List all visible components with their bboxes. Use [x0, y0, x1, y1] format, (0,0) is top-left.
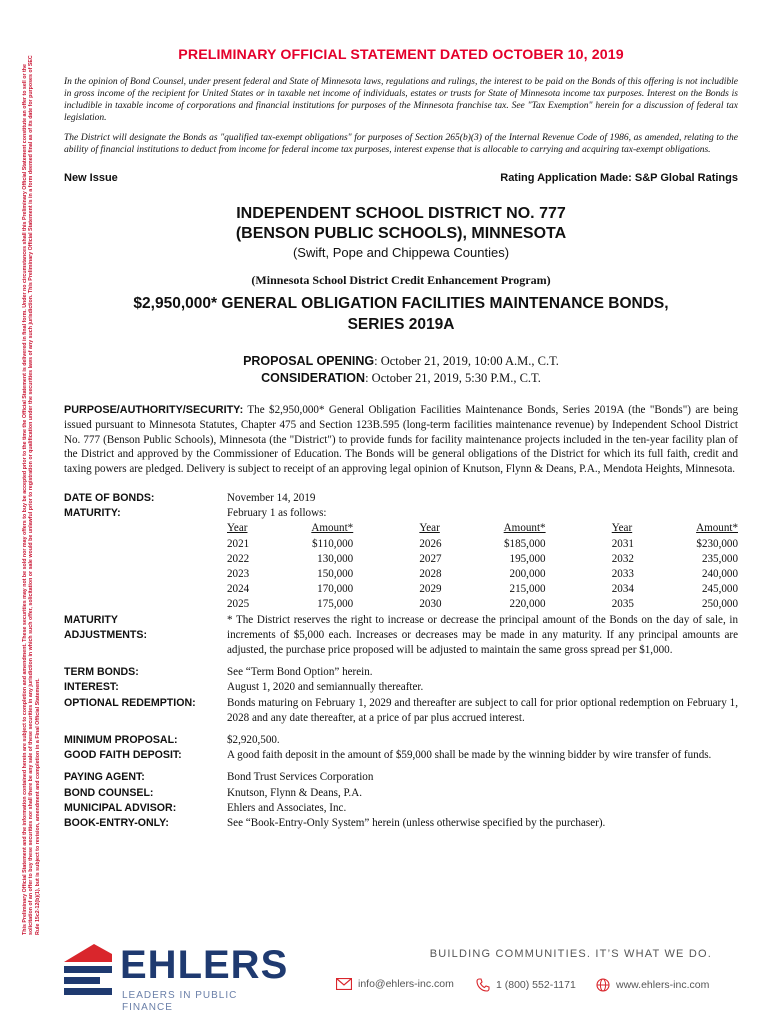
designation-paragraph: The District will designate the Bonds as "qualified tax-exempt obligations" for purposes of Section 265(b)(3) of the Internal Revenue Code of 1986, as amended, relating to the ability of financial institutions to deduct from income for federal income tax purposes, interest expense that is allocable to carrying and acquiring tax-exempt obligations. [64, 133, 738, 155]
maturity-amount: 220,000 [509, 598, 546, 611]
page-title: PRELIMINARY OFFICIAL STATEMENT DATED OCTOBER 10, 2019 [178, 47, 624, 63]
maturity-row [227, 597, 738, 612]
terms-list [64, 491, 738, 831]
term-optional-redemption [64, 696, 738, 726]
document-body [64, 44, 738, 831]
bond-title-line-2: SERIES 2019A [347, 316, 455, 333]
phone-number[interactable]: 1 (800) 552-1171 [496, 979, 576, 991]
email-link[interactable]: info@ehlers-inc.com [358, 978, 454, 990]
term-municipal-advisor [64, 801, 738, 816]
consideration [64, 370, 738, 387]
footer [0, 930, 770, 1024]
phone-icon [476, 978, 490, 992]
bond-title-line-1: $2,950,000* GENERAL OBLIGATION FACILITIES MAINTENANCE BONDS, [133, 295, 669, 312]
term-value: Ehlers and Associates, Inc. [227, 801, 347, 814]
term-good-faith-deposit [64, 748, 738, 763]
term-minimum-proposal [64, 733, 738, 748]
logo-tagline: LEADERS IN PUBLIC FINANCE [122, 990, 238, 1013]
term-maturity-adjustments [64, 613, 738, 659]
term-label: GOOD FAITH DEPOSIT: [64, 749, 182, 762]
issuer-counties: (Swift, Pope and Chippewa Counties) [292, 245, 510, 260]
purpose-paragraph [64, 403, 738, 477]
term-value: $2,920,500. [227, 734, 280, 747]
maturity-year: 2031 [611, 537, 634, 550]
purpose-text: The $2,950,000* General Obligation Facilities Maintenance Bonds, Series 2019A (the "Bonds") are being issued pursuant to Minnesota Statutes, Chapter 475 and Section 123B.595 (long-term facilities maintenance revenue) by Independent School District No. 777 (Benson Public Schools), Minnesota (the "District") to provide funds for facility maintenance projects included in the ten-year facility plan of the District and approved by the Commissioner of Education. The Bonds will be general obligations of the District for which its full faith, credit and taxing powers are pledged. Delivery is subject to receipt of an approving legal opinion of Knutson, Flynn & Deans, P.A., Mendota Heights, Minnesota. [64, 404, 738, 476]
maturity-year: 2032 [611, 552, 634, 565]
maturity-amount: 130,000 [317, 552, 354, 565]
maturity-row [227, 567, 738, 582]
term-book-entry-only [64, 816, 738, 831]
maturity-amount: 250,000 [701, 598, 738, 611]
term-paying-agent [64, 770, 738, 785]
term-label-line: MATURITY [64, 613, 118, 626]
envelope-icon [336, 978, 352, 990]
tax-opinion-paragraph: In the opinion of Bond Counsel, under present federal and State of Minnesota laws, regulations and rulings, the interest to be paid on the Bonds of this offering is not includible in gross income of the recipient for United States or in taxable net income of individuals, estates or trusts for State of Minnesota income tax purposes. Interest on the Bonds is includible in taxable income of corporations and financial institutions for purposes of the Minnesota franchise tax. See "Tax Exemption" herein for a discussion of federal tax legislation. [64, 77, 738, 123]
maturity-amount: 245,000 [701, 583, 738, 596]
maturity-row [227, 552, 738, 567]
maturity-year: 2033 [611, 568, 634, 580]
term-label: BOOK-ENTRY-ONLY: [64, 817, 169, 830]
maturity-amount: 175,000 [317, 598, 354, 611]
maturity-row [227, 582, 738, 597]
consideration-label: CONSIDERATION [261, 371, 366, 385]
term-value: Knutson, Flynn & Deans, P.A. [227, 786, 362, 799]
maturity-amount: $110,000 [312, 537, 354, 550]
term-label: INTEREST: [64, 681, 119, 694]
maturity-amount: $230,000 [696, 537, 738, 550]
side-disclaimer-text: This Preliminary Official Statement and the information contained herein are subject to completion and amendment. These securities may not be sold nor may offers to buy be accepted prior to the time the Official Statement is delivered in final form. Under no circumstances shall this Preliminary Official Statement constitute an offer to sell or the solicitation of an offer to buy these securities nor shall there be any sale of these securities in any jurisdiction in which such offer, solicitation or sale would be unlawful prior to registration or qualification under the securities laws of any such jurisdiction. This Preliminary Official Statement is in a form deemed final as of its date for purposes of SEC Rule 15c2-12(b)(1), but is subject to revision, amendment and completion in a Final Official Statement. [22, 55, 41, 935]
term-value: A good faith deposit in the amount of $59,000 shall be made by the winning bidder by wire transfer of funds. [227, 749, 712, 762]
maturity-table [227, 521, 738, 612]
maturity-year: 2034 [611, 583, 634, 596]
maturity-amount: $185,000 [503, 537, 546, 550]
proposal-opening [64, 353, 738, 370]
maturity-year: 2029 [419, 583, 442, 596]
bond-title [64, 293, 738, 335]
term-bond-counsel [64, 786, 738, 801]
term-label: MUNICIPAL ADVISOR: [64, 801, 177, 814]
maturity-year: 2025 [227, 598, 250, 611]
term-label: MATURITY: [64, 507, 121, 520]
program-name: (Minnesota School District Credit Enhancement Program) [251, 273, 551, 287]
maturity-amount: 200,000 [509, 568, 546, 580]
maturity-header-row [227, 521, 738, 536]
proposal-opening-label: PROPOSAL OPENING [243, 354, 375, 368]
year-header: Year [611, 522, 633, 535]
maturity-amount: 240,000 [701, 568, 738, 580]
maturity-year: 2021 [227, 537, 250, 550]
term-value: See “Book-Entry-Only System” herein (unless otherwise specified by the purchaser). [227, 817, 606, 830]
term-value [227, 506, 738, 612]
rating-status: Rating Application Made: S&P Global Ratings [500, 172, 738, 184]
term-date-of-bonds [64, 491, 738, 506]
maturity-amount: 235,000 [701, 552, 738, 565]
issue-type: New Issue [64, 172, 118, 184]
consideration-value: : October 21, 2019, 5:30 P.M., C.T. [365, 371, 541, 385]
proposal-block [64, 353, 738, 387]
term-label: BOND COUNSEL: [64, 786, 154, 799]
contact-email[interactable] [336, 978, 454, 990]
maturity-year: 2030 [419, 598, 442, 611]
term-label: MINIMUM PROPOSAL: [64, 734, 178, 747]
year-header: Year [419, 522, 440, 535]
website-link[interactable]: www.ehlers-inc.com [616, 979, 710, 991]
term-value: August 1, 2020 and semiannually thereafter. [227, 681, 424, 694]
contact-phone[interactable] [476, 978, 576, 992]
purpose-label: PURPOSE/AUTHORITY/SECURITY: [64, 404, 244, 416]
term-interest [64, 680, 738, 695]
term-label: TERM BONDS: [64, 666, 139, 679]
maturity-year: 2027 [419, 552, 442, 565]
amount-header: Amount* [696, 522, 738, 535]
side-disclaimer [22, 50, 54, 935]
term-label: OPTIONAL REDEMPTION: [64, 696, 196, 709]
term-value: Bonds maturing on February 1, 2029 and thereafter are subject to call for prior optional redemption on February 1, 2028 and any date thereafter, at a price of par plus accrued interest. [227, 696, 738, 724]
term-value: Bond Trust Services Corporation [227, 771, 374, 784]
maturity-year: 2026 [419, 537, 442, 550]
issue-row [64, 172, 738, 184]
term-value: See “Term Bond Option” herein. [227, 666, 373, 679]
logo-word: EHLERS [120, 943, 289, 987]
maturity-year: 2028 [419, 568, 442, 580]
term-label [64, 613, 227, 659]
issuer-block [64, 204, 738, 261]
term-label-line: ADJUSTMENTS: [64, 628, 147, 641]
term-label: PAYING AGENT: [64, 771, 145, 784]
maturity-intro: February 1 as follows: [227, 507, 327, 520]
ehlers-logo-mark-icon [64, 942, 114, 1002]
maturity-year: 2035 [611, 598, 634, 611]
maturity-amount: 195,000 [509, 552, 546, 565]
maturity-amount: 170,000 [317, 583, 354, 596]
maturity-amount: 215,000 [509, 583, 546, 596]
amount-header: Amount* [311, 522, 354, 535]
year-header: Year [227, 522, 248, 535]
maturity-year: 2023 [227, 568, 250, 580]
term-value: November 14, 2019 [227, 491, 316, 504]
issuer-name: INDEPENDENT SCHOOL DISTRICT NO. 777 [236, 205, 566, 222]
issuer-subname: (BENSON PUBLIC SCHOOLS), MINNESOTA [235, 225, 567, 242]
slogan: BUILDING COMMUNITIES. IT’S WHAT WE DO. [429, 948, 712, 960]
maturity-year: 2024 [227, 583, 250, 596]
amount-header: Amount* [503, 522, 546, 535]
maturity-year: 2022 [227, 552, 250, 565]
term-term-bonds [64, 665, 738, 680]
term-value: * The District reserves the right to increase or decrease the principal amount of the Bonds on the day of sale, in increments of $5,000 each. Increases or decreases may be made in any maturity. If any principal amounts are adjusted, the purchase price proposed will be adjusted to maintain the same gross spread per $1,000. [227, 613, 738, 657]
ehlers-logo [64, 938, 289, 1013]
maturity-amount: 150,000 [317, 568, 354, 580]
term-maturity [64, 506, 738, 612]
contact-website[interactable] [596, 978, 709, 992]
maturity-row [227, 537, 738, 552]
proposal-opening-value: : October 21, 2019, 10:00 A.M., C.T. [374, 354, 559, 368]
term-label: DATE OF BONDS: [64, 491, 155, 504]
globe-icon [596, 978, 610, 992]
